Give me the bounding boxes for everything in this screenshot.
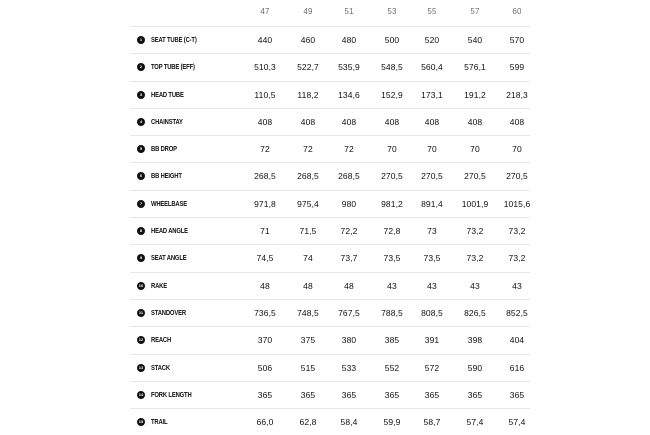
- table-row: [130, 354, 530, 381]
- table-cell: 73,2: [466, 253, 484, 264]
- table-cell: 616: [509, 362, 525, 373]
- table-cell: 70: [427, 144, 437, 155]
- table-cell: 408: [257, 116, 273, 127]
- table-row: [130, 108, 530, 135]
- row-number-badge: 11: [138, 309, 144, 315]
- table-cell: 365: [467, 389, 483, 400]
- table-cell: 191,2: [464, 89, 486, 100]
- size-header-55: 55: [427, 7, 437, 16]
- table-cell: 73,7: [340, 253, 358, 264]
- table-cell: 408: [509, 116, 525, 127]
- row-number-badge: 15: [138, 419, 144, 425]
- table-cell: 118,2: [297, 89, 319, 100]
- row-number-badge: 10: [138, 282, 144, 288]
- row-label: SEAT ANGLE: [151, 253, 187, 263]
- table-cell: 58,4: [340, 417, 358, 428]
- table-cell: 70: [512, 144, 522, 155]
- row-label: SEAT TUBE (C-T): [151, 35, 197, 44]
- table-cell: 480: [341, 35, 357, 45]
- row-number-badge: 12: [138, 337, 144, 343]
- table-cell: 72,8: [383, 226, 401, 237]
- table-cell: 506: [257, 362, 273, 373]
- table-cell: 375: [300, 335, 316, 346]
- table-row: [130, 26, 530, 53]
- row-label: WHEELBASE: [151, 198, 187, 208]
- table-cell: 71: [260, 226, 270, 237]
- table-cell: 500: [384, 35, 400, 45]
- table-cell: 72,2: [340, 226, 358, 237]
- table-row: [130, 326, 530, 353]
- table-cell: 522,7: [297, 62, 319, 73]
- table-cell: 43: [512, 280, 522, 291]
- table-cell: 72: [260, 144, 270, 155]
- table-cell: 540: [467, 35, 483, 45]
- table-cell: 748,5: [297, 307, 319, 318]
- table-cell: 570: [509, 35, 525, 45]
- table-cell: 134,6: [338, 89, 360, 100]
- table-row: [130, 190, 530, 217]
- table-cell: 365: [300, 389, 316, 400]
- table-row: [130, 272, 530, 299]
- table-cell: 268,5: [254, 171, 276, 182]
- table-cell: 71,5: [299, 226, 317, 237]
- table-cell: 736,5: [254, 307, 276, 318]
- table-row: [130, 381, 530, 408]
- table-cell: 57,4: [508, 417, 526, 428]
- table-cell: 590: [467, 362, 483, 373]
- row-label: REACH: [151, 335, 172, 345]
- size-header-60: 60: [512, 7, 522, 16]
- table-cell: 270,5: [464, 171, 486, 182]
- row-label: BB DROP: [151, 144, 177, 154]
- table-cell: 57,4: [466, 417, 484, 428]
- table-cell: 73,2: [508, 253, 526, 264]
- table-cell: 398: [467, 335, 483, 346]
- table-cell: 268,5: [297, 171, 319, 182]
- row-number-badge: 14: [138, 391, 144, 397]
- table-cell: 408: [341, 116, 357, 127]
- table-row: [130, 217, 530, 244]
- table-cell: 1015,6: [503, 198, 531, 209]
- table-cell: 576,1: [464, 62, 486, 73]
- row-number-badge: 13: [138, 364, 144, 370]
- table-cell: 365: [257, 389, 273, 400]
- table-cell: 370: [257, 335, 273, 346]
- table-cell: 510,3: [254, 62, 276, 73]
- size-header-51: 51: [344, 7, 354, 16]
- table-cell: 971,8: [254, 198, 276, 209]
- table-cell: 58,7: [423, 417, 441, 428]
- table-cell: 72: [303, 144, 313, 155]
- table-cell: 1001,9: [461, 198, 489, 209]
- row-label: STACK: [151, 362, 170, 372]
- table-cell: 408: [384, 116, 400, 127]
- row-label: TOP TUBE (EFF): [151, 62, 195, 72]
- table-cell: 73,5: [383, 253, 401, 264]
- table-row: [130, 244, 530, 271]
- table-cell: 460: [300, 35, 316, 45]
- row-number-badge: 4: [137, 118, 145, 126]
- table-cell: 788,5: [381, 307, 403, 318]
- table-row: [130, 408, 530, 435]
- table-cell: 43: [470, 280, 480, 291]
- table-cell: 560,4: [421, 62, 443, 73]
- table-cell: 535,9: [338, 62, 360, 73]
- table-cell: 408: [300, 116, 316, 127]
- table-cell: 572: [424, 362, 440, 373]
- table-cell: 48: [344, 280, 354, 291]
- table-cell: 515: [300, 362, 316, 373]
- table-cell: 520: [424, 35, 440, 45]
- table-cell: 73,2: [466, 226, 484, 237]
- table-row: [130, 135, 530, 162]
- table-row: [130, 162, 530, 189]
- size-header-47: 47: [260, 7, 270, 16]
- table-cell: 62,8: [299, 417, 317, 428]
- size-header-53: 53: [387, 7, 397, 16]
- table-row: [130, 53, 530, 80]
- table-cell: 70: [470, 144, 480, 155]
- table-cell: 408: [424, 116, 440, 127]
- size-header-row: [130, 0, 530, 26]
- table-cell: 599: [509, 62, 525, 73]
- table-cell: 808,5: [421, 307, 443, 318]
- row-label: BB HEIGHT: [151, 171, 182, 181]
- row-label: RAKE: [151, 280, 167, 290]
- table-cell: 74,5: [256, 253, 274, 264]
- table-cell: 552: [384, 362, 400, 373]
- size-header-49: 49: [303, 7, 313, 16]
- geometry-rows: [130, 26, 530, 435]
- table-cell: 73: [427, 226, 437, 237]
- table-cell: 70: [387, 144, 397, 155]
- row-label: HEAD TUBE: [151, 89, 184, 99]
- table-cell: 43: [387, 280, 397, 291]
- table-cell: 48: [303, 280, 313, 291]
- table-cell: 385: [384, 335, 400, 346]
- row-number-badge: 3: [137, 91, 145, 99]
- table-cell: 59,9: [383, 417, 401, 428]
- row-number-badge: 7: [137, 200, 145, 208]
- table-cell: 891,4: [421, 198, 443, 209]
- table-cell: 980: [341, 198, 357, 209]
- table-cell: 270,5: [381, 171, 403, 182]
- table-cell: 408: [467, 116, 483, 127]
- table-cell: 852,5: [506, 307, 528, 318]
- table-cell: 270,5: [506, 171, 528, 182]
- table-cell: 110,5: [254, 89, 276, 100]
- size-header-57: 57: [470, 7, 480, 16]
- row-number-badge: 5: [137, 145, 145, 153]
- table-cell: 380: [341, 335, 357, 346]
- row-number-badge: 8: [137, 227, 145, 235]
- geometry-table: [130, 0, 530, 435]
- table-cell: 43: [427, 280, 437, 291]
- table-cell: 548,5: [381, 62, 403, 73]
- table-row: [130, 299, 530, 326]
- row-number-badge: 6: [137, 172, 145, 180]
- table-cell: 66,0: [256, 417, 274, 428]
- table-cell: 404: [509, 335, 525, 346]
- table-cell: 270,5: [421, 171, 443, 182]
- table-cell: 73,2: [508, 226, 526, 237]
- row-label: TRAIL: [151, 417, 168, 427]
- table-cell: 48: [260, 280, 270, 291]
- table-cell: 533: [341, 362, 357, 373]
- table-cell: 73,5: [423, 253, 441, 264]
- table-cell: 74: [303, 253, 313, 264]
- table-cell: 365: [509, 389, 525, 400]
- table-cell: 152,9: [381, 89, 403, 100]
- row-number-badge: 2: [137, 63, 145, 71]
- row-label: CHAINSTAY: [151, 116, 183, 126]
- table-cell: 218,3: [506, 89, 528, 100]
- table-cell: 391: [424, 335, 440, 346]
- table-cell: 365: [424, 389, 440, 400]
- row-label: FORK LENGTH: [151, 389, 192, 399]
- table-cell: 365: [341, 389, 357, 400]
- table-cell: 826,5: [464, 307, 486, 318]
- row-label: STANDOVER: [151, 307, 186, 317]
- row-number-badge: 9: [137, 254, 145, 262]
- table-cell: 173,1: [421, 89, 443, 100]
- table-cell: 365: [384, 389, 400, 400]
- table-cell: 767,5: [338, 307, 360, 318]
- table-cell: 975,4: [297, 198, 319, 209]
- table-cell: 440: [257, 35, 273, 45]
- table-row: [130, 81, 530, 108]
- row-label: HEAD ANGLE: [151, 226, 188, 236]
- table-cell: 981,2: [381, 198, 403, 209]
- table-cell: 72: [344, 144, 354, 155]
- row-number-badge: 1: [137, 36, 145, 44]
- table-cell: 268,5: [338, 171, 360, 182]
